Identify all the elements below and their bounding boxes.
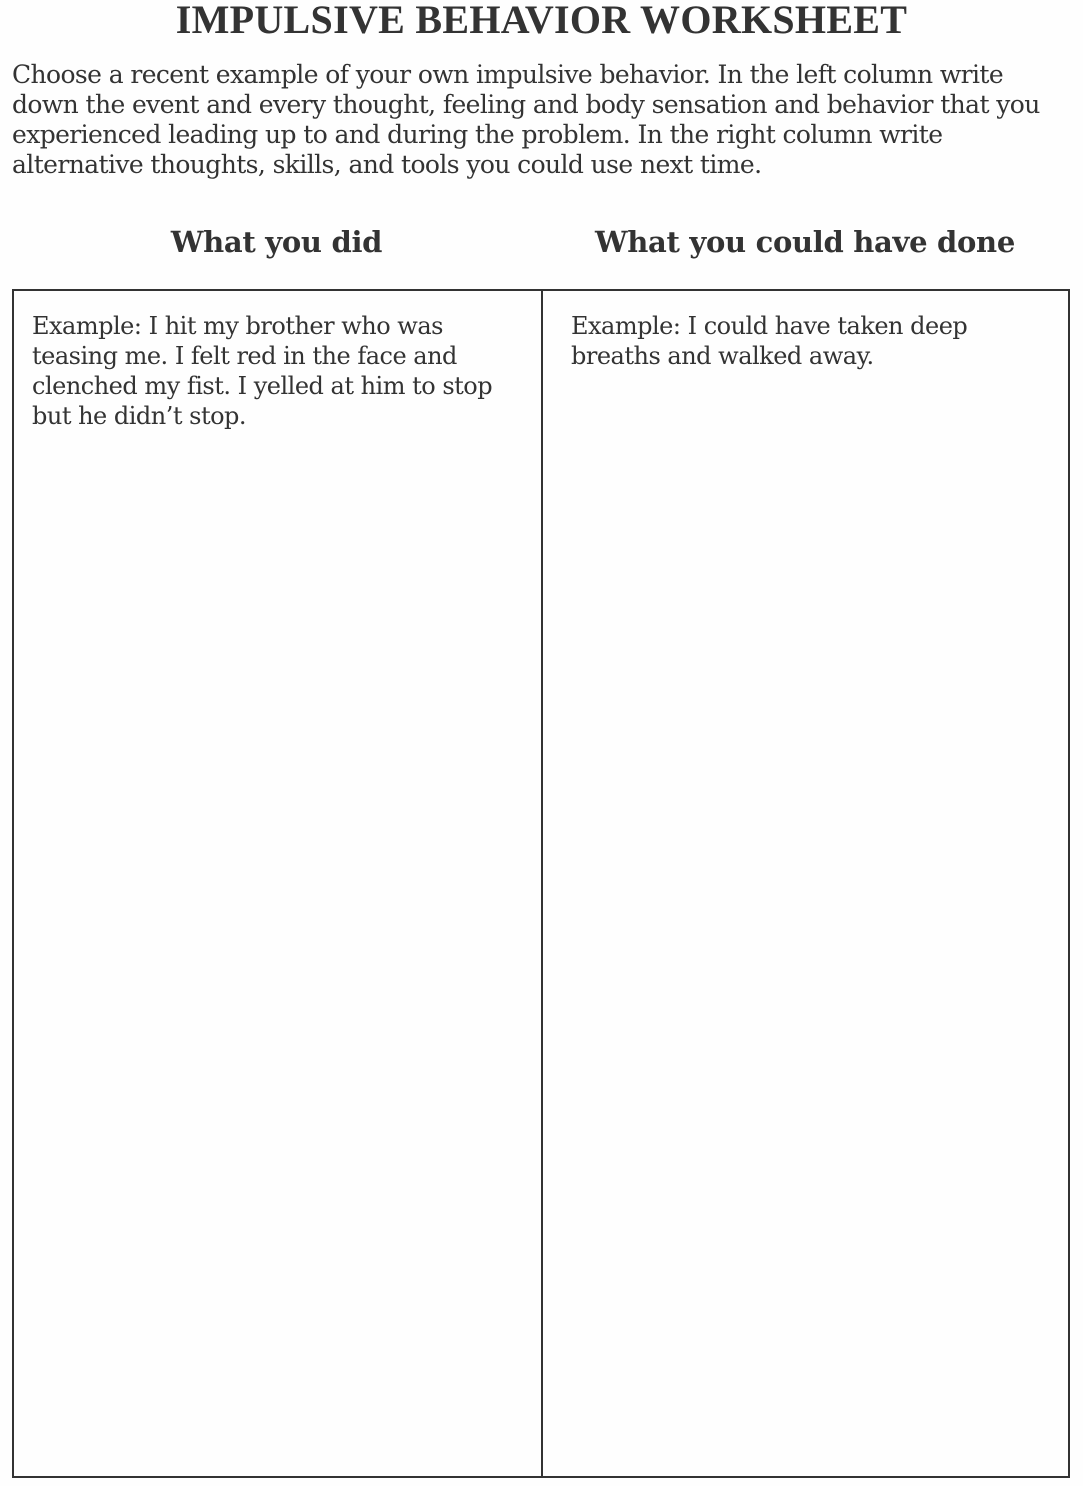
column-header-what-you-could-have-done: What you could have done	[594, 225, 1015, 259]
right-example-text: Example: I could have taken deep breaths and walked away.	[571, 312, 968, 370]
column-header-what-you-did: What you did	[170, 225, 383, 259]
what-you-did-cell[interactable]	[14, 291, 543, 1476]
what-you-could-have-done-cell[interactable]	[543, 291, 1068, 1476]
worksheet-table	[12, 289, 1070, 1478]
instructions-paragraph: Choose a recent example of your own impulsive behavior. In the left column write down the event and every thought, feeling and body sensation and behavior that you experienced leading up to and during the problem. In the right column write alternative thoughts, skills, and tools you could use next time.	[12, 60, 1040, 179]
worksheet-title: IMPULSIVE BEHAVIOR WORKSHEET	[175, 0, 908, 42]
left-example-text: Example: I hit my brother who was teasing me. I felt red in the face and clenched my fist. I yelled at him to stop but he didn’t stop.	[32, 312, 493, 430]
